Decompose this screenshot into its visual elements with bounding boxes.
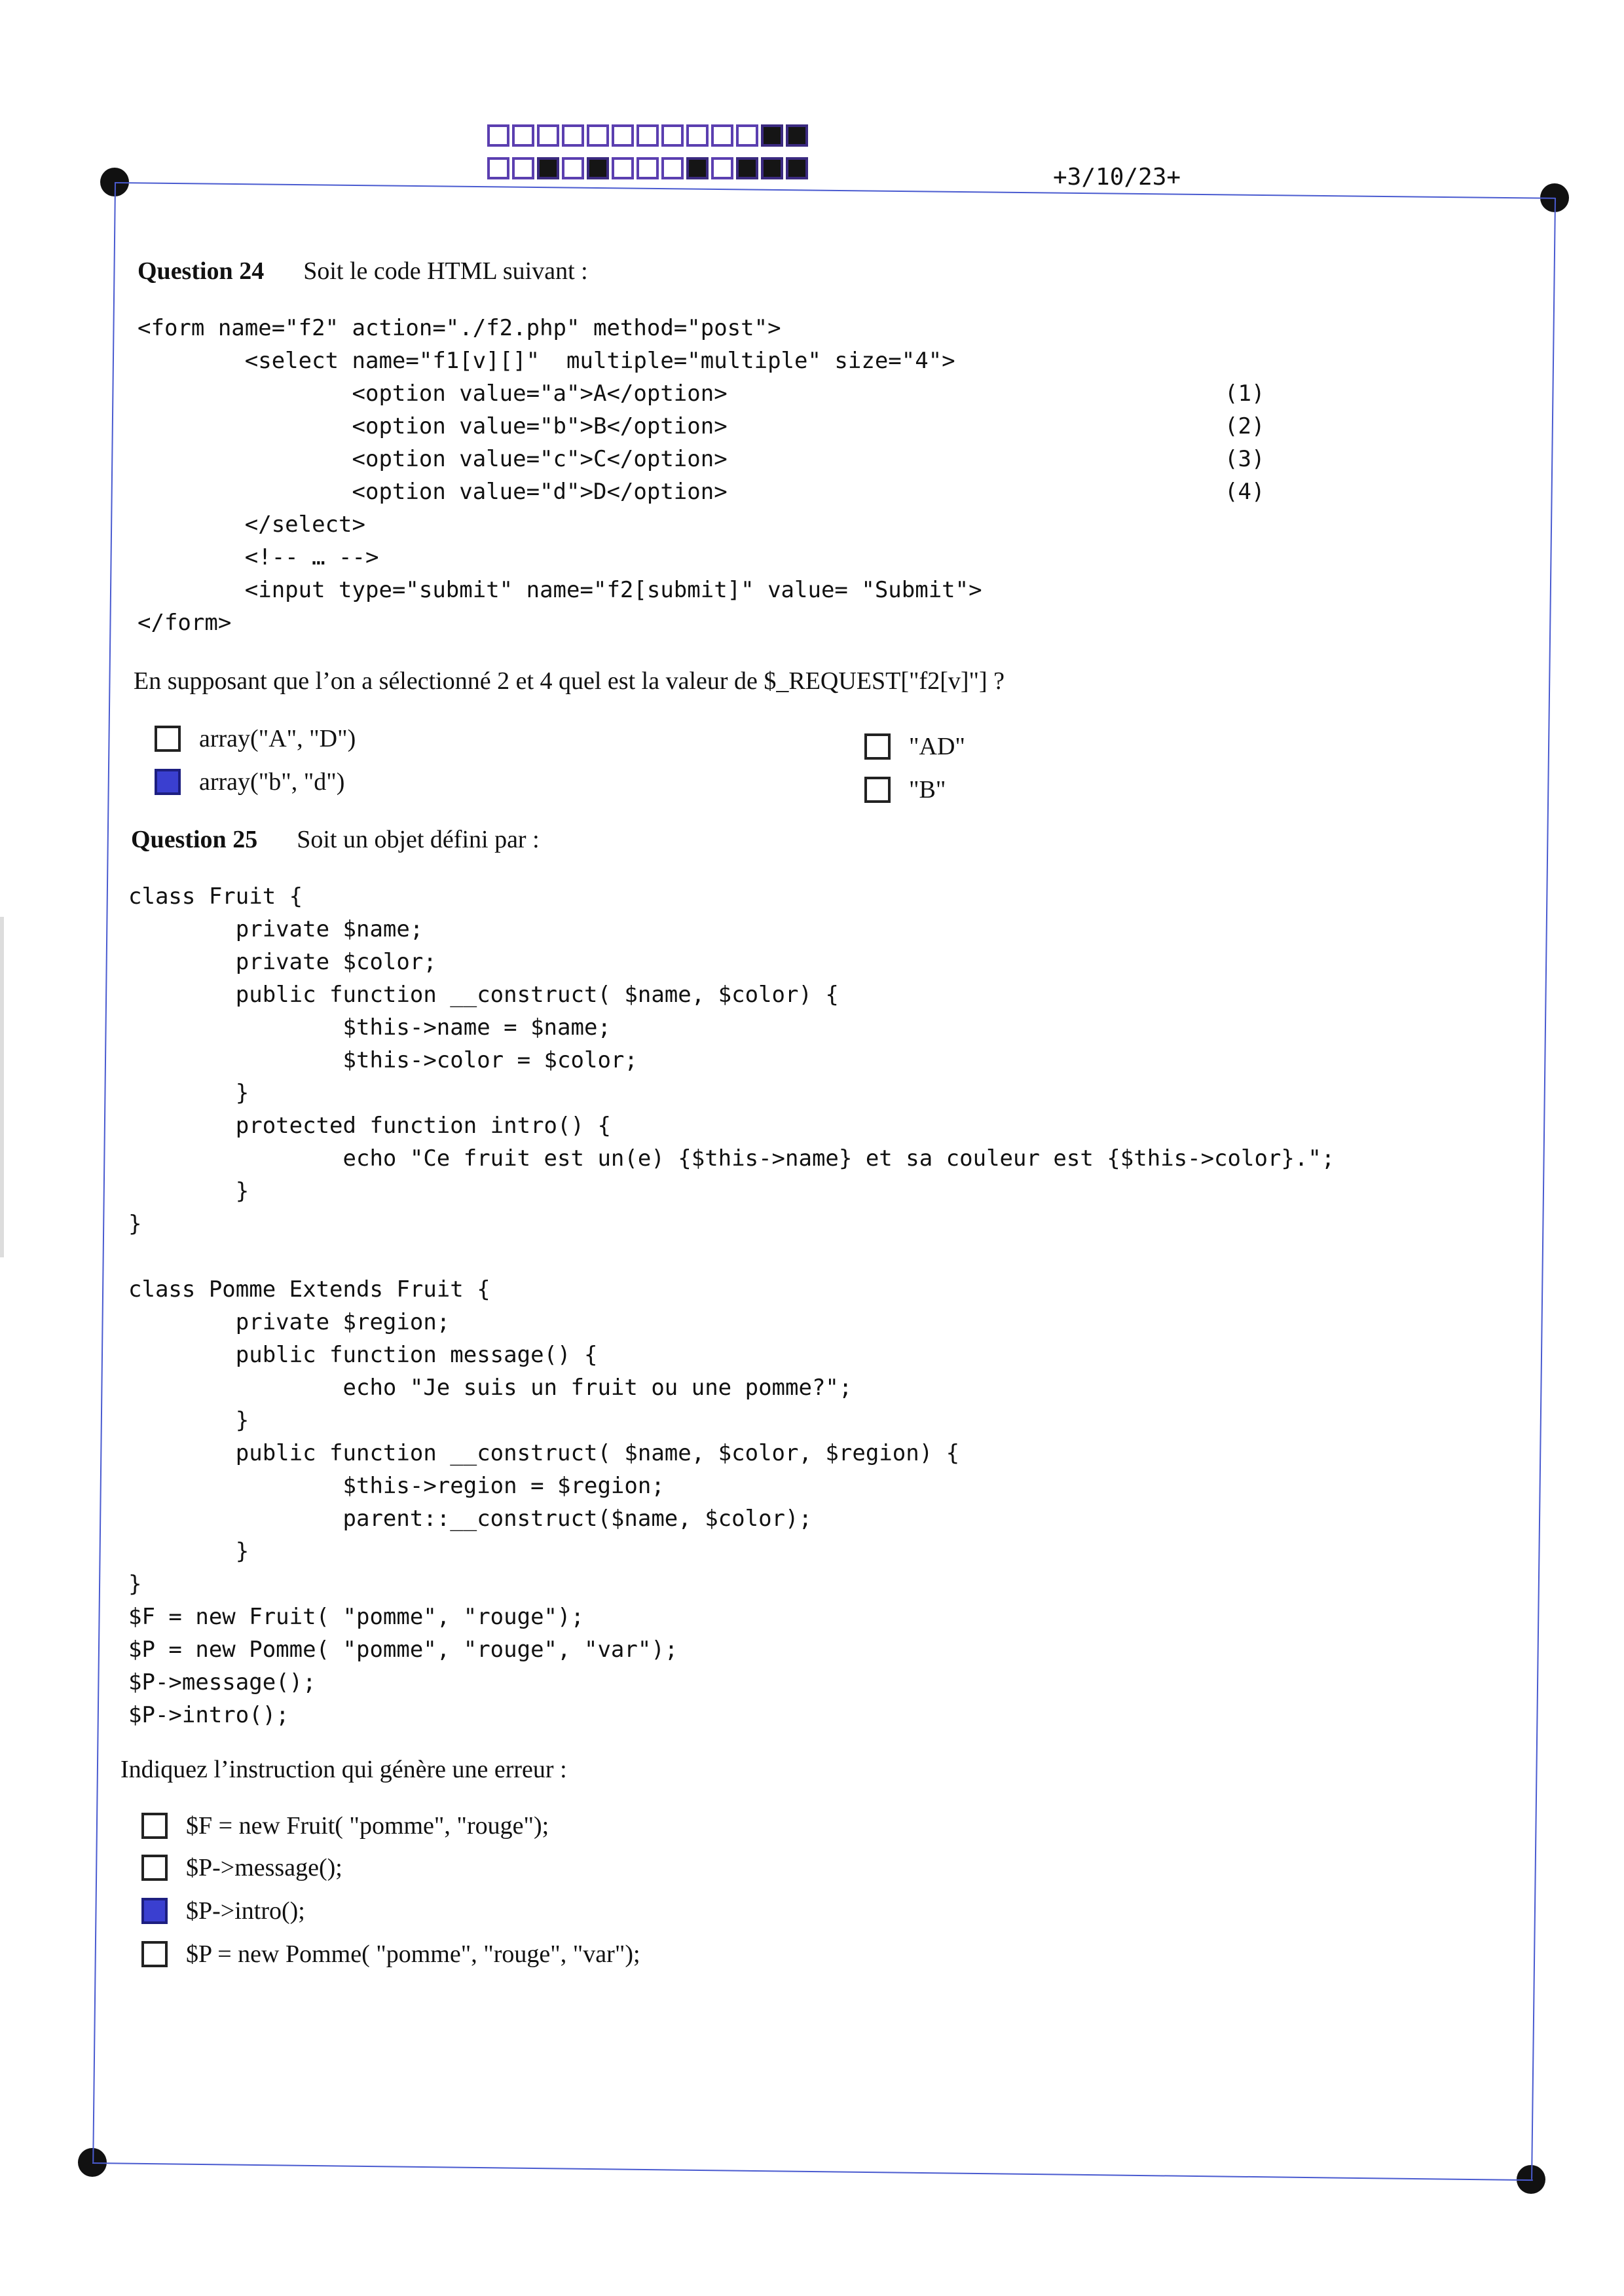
code-line: } [128,1407,249,1434]
code-line: private $color; [128,949,437,975]
q25-option-3-label: $P->intro(); [186,1897,305,1925]
q25-option-4-label: $P = new Pomme( "pomme", "rouge", "var"); [186,1940,640,1968]
code-line: $this->color = $color; [128,1047,638,1073]
q24-option-3[interactable] [864,732,965,761]
code-line: echo "Ce fruit est un(e) {$this->name} et sa couleur est {$this->color}."; [128,1145,1335,1172]
q24-option-1-checkbox[interactable] [155,726,181,752]
code-line [138,574,982,606]
frame-bottom-line [92,2162,1533,2181]
q24-option-1[interactable] [155,724,356,753]
code-line [138,377,1265,410]
frame-right-line [1531,198,1556,2179]
q25-option-3[interactable] [141,1897,305,1925]
code-line: } [128,1178,249,1204]
barcode-cell [537,157,559,179]
q25-option-3-checkbox[interactable] [141,1898,168,1924]
code-line: } [128,1571,142,1597]
barcode-cell [637,124,659,147]
question-25-intro: Soit un objet défini par : [297,826,540,853]
barcode-cell [711,124,733,147]
code-line-number: (1) [1225,380,1265,407]
barcode-cell [736,157,758,179]
q25-option-4[interactable] [141,1940,640,1969]
q25-option-4-checkbox[interactable] [141,1941,168,1967]
q25-option-1-checkbox[interactable] [141,1813,168,1839]
code-line: public function __construct( $name, $color, $region) { [128,1440,960,1466]
code-line: parent::__construct($name, $color); [128,1506,812,1532]
question-24-code-block [138,312,1265,639]
q25-option-2-checkbox[interactable] [141,1855,168,1881]
code-line: class Pomme Extends Fruit { [128,1276,490,1303]
barcode-cell [487,157,509,179]
question-24-number: Question 24 [138,257,265,285]
barcode-cell [512,124,534,147]
code-line: public function __construct( $name, $color) { [128,982,839,1008]
code-line: $F = new Fruit( "pomme", "rouge"); [128,1604,584,1630]
code-line-text: <select name="f1[v][]" multiple="multiple" size="4"> [138,348,955,374]
question-25-number: Question 25 [131,826,258,853]
barcode-cell [512,157,534,179]
barcode-cell [612,157,634,179]
q24-option-3-label: "AD" [909,733,965,760]
code-line-text: <form name="f2" action="./f2.php" method="post"> [138,315,781,341]
question-24-intro: Soit le code HTML suivant : [303,257,588,285]
barcode-cell [686,124,709,147]
code-line [138,541,982,574]
code-line-text: </form> [138,610,232,636]
q24-option-1-label: array("A", "D") [199,725,356,752]
code-line [138,344,982,377]
page-id: +3/10/23+ [1053,164,1181,191]
code-line-text: </select> [138,511,365,538]
code-line: $this->region = $region; [128,1473,665,1499]
code-line [138,475,1265,508]
q24-option-3-checkbox[interactable] [864,733,891,760]
frame-left-line [92,182,116,2162]
code-line [138,410,1265,443]
code-line-number: (2) [1225,413,1265,439]
question-24-prompt: En supposant que l’on a sélectionné 2 et 4 quel est la valeur de $_REQUEST["f2[v]"] ? [134,667,1005,695]
code-line: $this->name = $name; [128,1014,611,1041]
q24-option-2-checkbox[interactable] [155,769,181,795]
barcode-cell [587,124,609,147]
barcode-cell [736,124,758,147]
barcode-cell [587,157,609,179]
code-line-text: <option value="b">B</option> [138,413,728,439]
code-line: public function message() { [128,1342,598,1368]
frame-top-line [115,182,1555,199]
question-25-code-block [128,880,1335,1731]
code-line [138,312,982,344]
barcode-cell [661,157,684,179]
barcode-cell [711,157,733,179]
code-line-text: <input type="submit" name="f2[submit]" value= "Submit"> [138,577,982,603]
barcode-cell [537,124,559,147]
barcode-cell [761,124,783,147]
code-line: echo "Je suis un fruit ou une pomme?"; [128,1375,853,1401]
code-line [138,508,982,541]
code-line: private $name; [128,916,424,942]
barcode-cell [562,124,584,147]
barcode-cell [487,124,509,147]
barcode-cell [637,157,659,179]
code-line-text: <!-- … --> [138,544,379,570]
barcode-cell [612,124,634,147]
question-24-header [138,257,588,286]
code-line [138,606,982,639]
q25-option-2-label: $P->message(); [186,1854,342,1881]
code-line [138,443,1265,475]
q24-option-2-label: array("b", "d") [199,768,345,796]
question-25-header [131,825,540,854]
q24-option-2[interactable] [155,768,344,796]
code-line: } [128,1080,249,1106]
code-line: class Fruit { [128,883,303,910]
q24-option-4-checkbox[interactable] [864,777,891,803]
q24-option-4-label: "B" [909,776,946,804]
barcode-cell [661,124,684,147]
code-line: $P->message(); [128,1669,316,1695]
barcode-cell [786,157,808,179]
code-line-number: (3) [1225,446,1265,472]
q24-option-4[interactable] [864,775,946,804]
page-barcode-row-1 [487,124,808,147]
code-line-text: <option value="c">C</option> [138,446,728,472]
code-line [128,1240,1335,1273]
q25-option-2[interactable] [141,1853,342,1882]
barcode-cell [761,157,783,179]
q25-option-1[interactable] [141,1811,549,1840]
barcode-cell [786,124,808,147]
code-line: $P = new Pomme( "pomme", "rouge", "var"); [128,1637,678,1663]
code-line: private $region; [128,1309,451,1335]
barcode-cell [686,157,709,179]
code-line-number: (4) [1225,479,1265,505]
code-line: } [128,1538,249,1565]
barcode-cell [562,157,584,179]
code-line-text: <option value="a">A</option> [138,380,728,407]
code-line: protected function intro() { [128,1113,611,1139]
question-25-prompt: Indiquez l’instruction qui génère une erreur : [120,1756,567,1783]
code-line: } [128,1211,142,1237]
scan-edge-mark [0,917,4,1257]
code-line-text: <option value="d">D</option> [138,479,728,505]
page-barcode-row-2 [487,157,808,179]
code-line: $P->intro(); [128,1702,289,1728]
q25-option-1-label: $F = new Fruit( "pomme", "rouge"); [186,1812,549,1840]
